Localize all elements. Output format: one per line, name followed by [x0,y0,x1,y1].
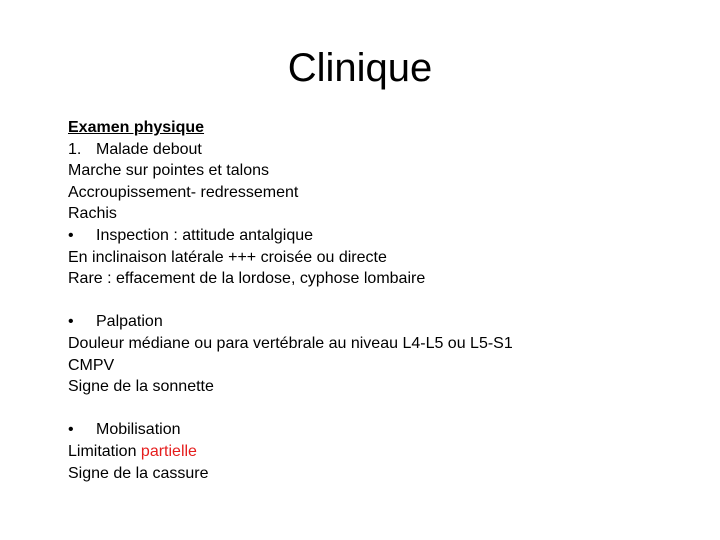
text-line: CMPV [68,356,115,374]
slide-title: Clinique [287,46,433,90]
text-line: Signe de la sonnette [68,378,214,396]
numbered-item-text: Malade debout [96,140,202,158]
text-line: Marche sur pointes et talons [68,162,269,180]
bullet-marker: • [68,313,74,331]
limitation-line [68,441,688,463]
text-line: Accroupissement- redressement [68,183,299,201]
numbered-item [68,139,688,161]
bullet-item-palpation [68,311,688,333]
number-marker: 1. [68,140,82,158]
bullet-text: Inspection : attitude antalgique [96,226,314,244]
text-line: Signe de la cassure [68,464,209,482]
spacer [68,290,688,312]
slide-body [68,117,688,484]
text-line: En inclinaison latérale +++ croisée ou directe [68,248,387,266]
bullet-text: Mobilisation [96,421,181,439]
bullet-marker: • [68,421,74,439]
text-line: Rachis [68,205,117,223]
text-line: Douleur médiane ou para vertébrale au niveau L4-L5 ou L5-S1 [68,334,513,352]
section-heading: Examen physique [68,119,205,136]
limitation-highlight: partielle [140,442,197,460]
spacer [68,398,688,420]
bullet-item-inspection [68,225,688,247]
limitation-prefix: Limitation [68,442,141,460]
text-line: Rare : effacement de la lordose, cyphose lombaire [68,270,426,288]
bullet-item-mobilisation [68,419,688,441]
bullet-marker: • [68,226,74,244]
bullet-text: Palpation [96,313,163,331]
